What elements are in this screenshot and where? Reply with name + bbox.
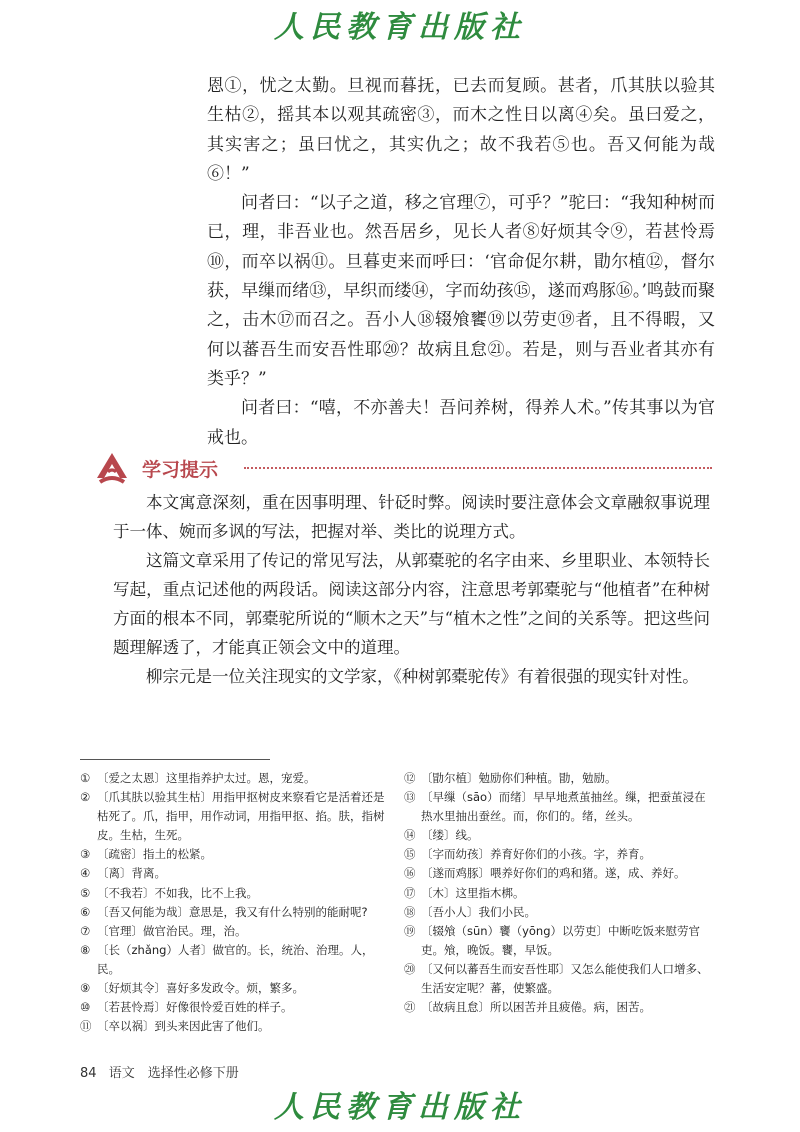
footnote-item [404, 998, 716, 1017]
tips-paragraph: 柳宗元是一位关注现实的文学家，《种树郭橐驼传》有着很强的现实针对性。 [146, 667, 699, 686]
footnote-text: 〔离〕背离。 [97, 866, 166, 881]
footnote-text: 〔早缫（sāo）而绪〕早早地煮茧抽丝。缫，把蚕茧浸在热水里抽出蚕丝。而，你们的。绪，丝头。 [421, 790, 706, 824]
footnote-item [80, 769, 385, 788]
footnote-item [80, 998, 385, 1017]
footnote-text: 〔又何以蕃吾生而安吾性耶〕又怎么能使我们人口增多、生活安定呢？蕃，使繁盛。 [421, 961, 709, 996]
footnote-number: ⑩ [80, 1000, 91, 1015]
book-title: 语文 选择性必修下册 [108, 1066, 239, 1081]
footnote-text: 〔不我若〕不如我，比不上我。 [97, 885, 258, 900]
publisher-watermark-top: 人民教育出版社 [274, 10, 526, 45]
footnote-item [404, 845, 716, 864]
footnote-number: ⑭ [404, 828, 416, 843]
footnote-text: 〔爱之太恩〕这里指养护太过。恩，宠爱。 [97, 771, 316, 785]
footnote-number: ⑳ [404, 961, 416, 976]
footnote-number: ⑲ [404, 923, 416, 938]
footnote-item [404, 884, 716, 903]
study-tips-header [92, 448, 712, 488]
footnote-text: 〔遂而鸡豚〕喂养好你们的鸡和猪。遂，成、养好。 [421, 866, 686, 881]
tips-emblem-icon [92, 448, 132, 488]
footnote-number: ⑬ [404, 790, 416, 805]
footnote-number: ⑧ [80, 942, 91, 957]
footnote-item [80, 903, 385, 922]
body-paragraph: 问者曰：“以子之道，移之官理⑦，可乎？”驼曰：“我知种树而已，理，非吾业也。然吾居乡，见长人者⑧好烦其令⑨，若甚怜焉⑩，而卒以祸⑪。旦暮吏来而呼曰：‘官命促尔耕，勖尔植⑫，督尔获，早缫而绪⑬，早织而缕⑭，字而幼孩⑮，遂而鸡豚⑯。’鸣鼓而聚之，击木⑰而召之。吾小人⑱辍飧饔⑲以劳吏⑲者，且不得暇，又何以蕃吾生而安吾性耶⑳？故病且怠㉑。若是，则与吾业者其亦有类乎？” [207, 193, 715, 389]
footnote-text: 〔好烦其令〕喜好多发政令。烦，繁多。 [97, 981, 304, 996]
footnote-item [80, 864, 385, 883]
footnote-number: ① [80, 771, 91, 785]
footnote-text: 〔爪其肤以验其生枯〕用指甲抠树皮来察看它是活着还是枯死了。爪，指甲，用作动词，用指甲抠、掐。肤，指树皮。生枯，生死。 [97, 790, 385, 843]
footnote-item [404, 960, 716, 998]
dotted-divider [244, 467, 712, 469]
footnote-text: 〔卒以祸〕到头来因此害了他们。 [97, 1019, 270, 1034]
footnote-text: 〔辍飧（sūn）饔（yōng）以劳吏〕中断吃饭来慰劳官吏。飧，晚饭。饔，早饭。 [421, 923, 700, 957]
footnote-text: 〔吾小人〕我们小民。 [421, 904, 536, 919]
footnote-item [404, 788, 716, 826]
footnote-number: ⑤ [80, 885, 91, 900]
body-paragraph: 问者曰：“嘻，不亦善夫！吾问养树，得养人术。”传其事以为官戒也。 [207, 398, 715, 448]
tips-paragraph: 本文寓意深刻，重在因事明理、针砭时弊。阅读时要注意体会文章融叙事说理于一体、婉而多讽的写法，把握对举、类比的说理方式。 [113, 493, 710, 541]
main-text [207, 72, 715, 453]
footnote-text: 〔官理〕做官治民。理，治。 [97, 923, 247, 938]
footnote-item [80, 979, 385, 998]
footnote-number: ⑦ [80, 923, 91, 938]
footnote-text: 〔勖尔植〕勉励你们种植。勖，勉励。 [421, 771, 617, 785]
footnote-divider [80, 759, 270, 760]
page-number: 84 [80, 1066, 97, 1081]
footnote-number: ⑱ [404, 904, 416, 919]
study-tips-title: 学习提示 [142, 459, 219, 481]
footnote-item [404, 922, 716, 960]
footnote-item [80, 884, 385, 903]
footnote-item [80, 845, 385, 864]
footnote-item [80, 922, 385, 941]
footnote-number: ⑨ [80, 981, 91, 996]
footnote-number: ⑪ [80, 1019, 92, 1034]
footnote-text: 〔木〕这里指木梆。 [421, 885, 525, 900]
footnote-item [404, 769, 716, 788]
footnote-text: 〔字而幼孩〕养育好你们的小孩。字，养育。 [421, 847, 651, 862]
footnote-number: ⑫ [404, 771, 416, 785]
footnote-text: 〔缕〕线。 [421, 828, 479, 843]
footnote-number: ⑥ [80, 904, 91, 919]
footnotes-left-column [80, 769, 385, 1036]
study-tips-text [113, 488, 710, 691]
footnote-number: ④ [80, 866, 91, 881]
footnote-number: ⑰ [404, 885, 416, 900]
footnote-text: 〔长（zhǎng）人者〕做官的。长，统治、治理。人，民。 [97, 942, 374, 976]
footnote-item [80, 1017, 385, 1036]
footnote-item [404, 826, 716, 845]
footnote-number: ③ [80, 847, 91, 862]
footnote-number: ㉑ [404, 1000, 416, 1015]
publisher-watermark-bottom: 人民教育出版社 [274, 1090, 526, 1125]
footnote-number: ② [80, 790, 91, 805]
footnote-item [80, 941, 385, 979]
footnote-text: 〔吾又何能为哉〕意思是，我又有什么特别的能耐呢? [97, 904, 368, 919]
tips-paragraph: 这篇文章采用了传记的常见写法，从郭橐驼的名字由来、乡里职业、本领特长写起，重点记述他的两段话。阅读这部分内容，注意思考郭橐驼与“他植者”在种树方面的根本不同，郭橐驼所说的“顺木之天”与“植木之性”之间的关系等。把这些问题理解透了，才能真正领会文中的道理。 [113, 551, 710, 657]
footnote-item [80, 788, 385, 845]
footnotes-right-column [404, 769, 716, 1017]
footnote-text: 〔故病且怠〕所以困苦并且疲倦。病，困苦。 [421, 1000, 651, 1015]
footnote-text: 〔疏密〕指土的松紧。 [97, 847, 212, 862]
footnote-text: 〔若甚怜焉〕好像很怜爱百姓的样子。 [97, 1000, 293, 1015]
footnote-item [404, 903, 716, 922]
footnote-number: ⑯ [404, 866, 416, 881]
page-footer [80, 1062, 239, 1081]
footnote-item [404, 864, 716, 883]
body-paragraph: 恩①，忧之太勤。旦视而暮抚，已去而复顾。甚者，爪其肤以验其生枯②，摇其本以观其疏密③，而木之性日以离④矣。虽曰爱之，其实害之；虽曰忧之，其实仇之；故不我若⑤也。吾又何能为哉⑥！” [207, 76, 715, 184]
footnote-number: ⑮ [404, 847, 416, 862]
